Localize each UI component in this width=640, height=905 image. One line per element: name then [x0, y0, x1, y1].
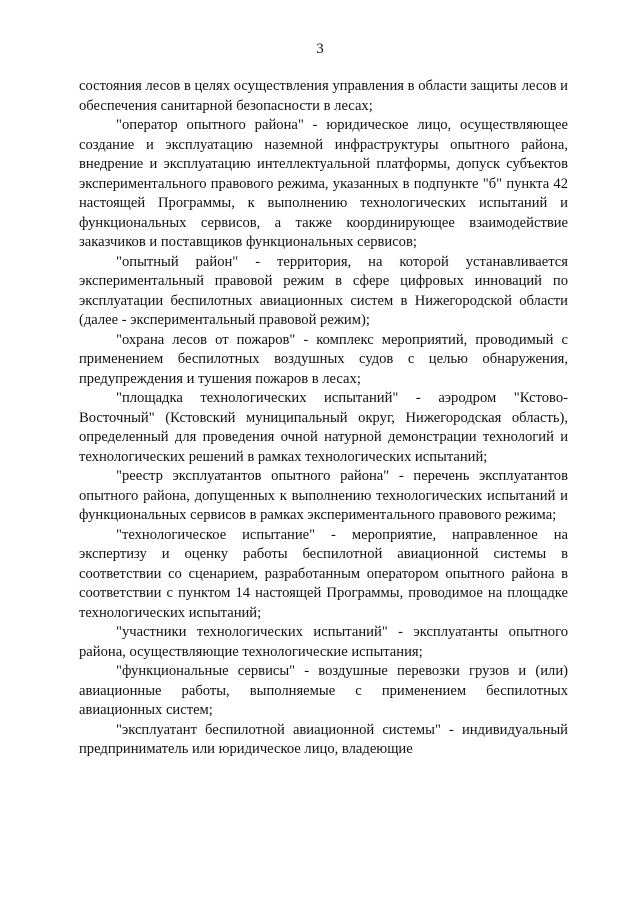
definition-technological-test: "технологическое испытание" - мероприятие, направленное на экспертизу и оценку работы беспилотной авиационной системы в соответствии со сценарием, разработанным оператором опытного района в соответствии с пунктом 14 настоящей Программы, проводимое на площадке технологических испытаний;	[79, 526, 568, 621]
definition-uas-operator: "эксплуатант беспилотной авиационной системы" - индивидуальный предприниматель или юридическое лицо, владеющие	[79, 721, 568, 757]
definition-operator-of-test-district: "оператор опытного района" - юридическое лицо, осуществляющее создание и эксплуатацию наземной инфраструктуры опытного района, внедрение и эксплуатацию интеллектуальной платформы, допуск субъектов экспериментального правового режима, указанных в подпункте "б" пункта 42 настоящей Программы, к выполнению технологических испытаний и функциональных сервисов, а также координирующее взаимодействие заказчиков и поставщиков функциональных сервисов;	[79, 117, 568, 250]
definition-test-participants: "участники технологических испытаний" - эксплуатанты опытного района, осуществляющие технологические испытания;	[79, 624, 568, 660]
definition-operators-registry: "реестр эксплуатантов опытного района" - перечень эксплуатантов опытного района, допущенных к выполнению технологических испытаний и функциональных сервисов в рамках экспериментального правового режима;	[79, 468, 568, 523]
definition-functional-services: "функциональные сервисы" - воздушные перевозки грузов и (или) авиационные работы, выполняемые с применением беспилотных авиационных систем;	[79, 663, 568, 718]
page-number: 3	[316, 41, 324, 57]
definition-test-site: "площадка технологических испытаний" - аэродром "Кстово-Восточный" (Кстовский муниципальный округ, Нижегородская область), определенный для проведения очной натурной демонстрации технологий и технологических решений в рамках технологических испытаний;	[79, 390, 568, 465]
paragraph-continuation: состояния лесов в целях осуществления управления в области защиты лесов и обеспечения санитарной безопасности в лесах;	[79, 78, 568, 114]
definition-test-district: "опытный район" - территория, на которой устанавливается экспериментальный правовой режим в сфере цифровых инноваций по эксплуатации беспилотных авиационных систем в Нижегородской области (далее - экспериментальный правовой режим);	[79, 253, 568, 328]
document-body	[79, 77, 568, 760]
definition-forest-fire-protection: "охрана лесов от пожаров" - комплекс мероприятий, проводимый с применением беспилотных воздушных судов с целью обнаружения, предупреждения и тушения пожаров в лесах;	[79, 331, 568, 387]
